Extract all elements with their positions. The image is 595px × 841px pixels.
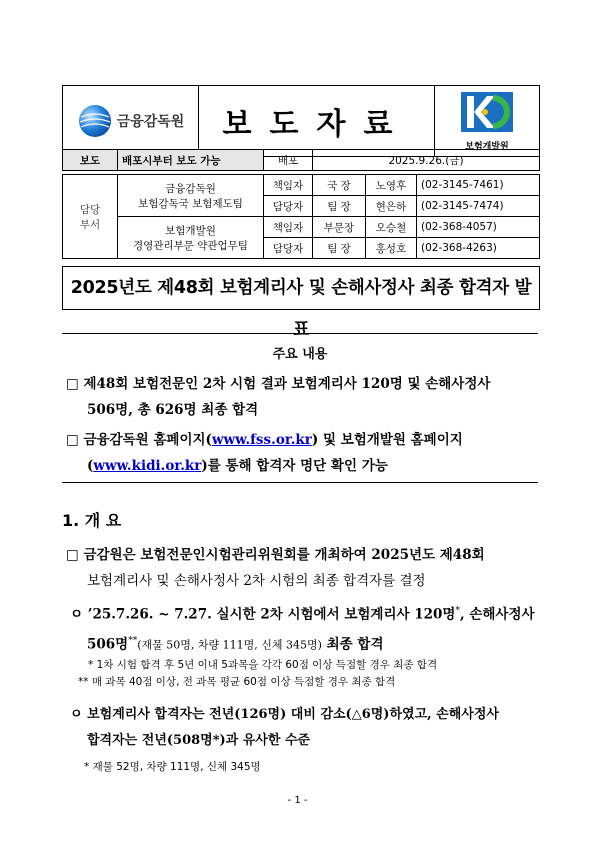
kidi-website-link[interactable]: www.kidi.or.kr [93,458,202,474]
section-1-paragraph-1 [66,542,538,594]
org1-dept: 보험감독국 보험제도팀 [138,197,243,210]
section-1-p2-line2-c: 최종 합격 [321,636,384,652]
section-1-p1-line2: 보험계리사 및 손해사정사 2차 시험의 최종 합격자를 결정 [87,573,426,589]
contact-name: 노영후 [366,175,417,196]
summary-item-2-a: □ 금융감독원 홈페이지( [66,432,212,448]
kidi-logo-text: 보험개발원 [465,142,509,152]
contact-role: 책임자 [264,217,313,238]
section-1-title: 1. 개 요 [62,511,122,530]
contact-phone: (02-368-4057) [417,217,540,238]
section-1-p2-line2-a: 506명 [87,636,129,652]
summary-item-1 [66,371,538,423]
summary-item-2-d: )를 통해 합격자 명단 확인 가능 [201,458,388,474]
document-title: 보도자료 [199,86,435,157]
section-1-p3-line2: 합격자는 전년(508명*)과 유사한 수준 [87,733,311,748]
contact-role: 담당자 [264,196,313,217]
footnote-3: * 재물 52명, 차량 111명, 신체 345명 [84,761,261,773]
summary-item-1-line2: 506명, 총 626명 최종 합격 [87,402,259,418]
distribution-label: 배포 [264,150,313,171]
org2-name: 보험개발원 [165,224,216,237]
fss-website-link[interactable]: www.fss.or.kr [211,432,312,448]
contact-name: 오승철 [366,217,417,238]
footnote-marker: ** [128,635,138,646]
section-1-paragraph-2 [70,598,540,658]
section-1-p1-line1: □ 금감원은 보험전문인시험관리위원회를 개최하여 2025년도 제48회 [66,547,485,563]
distribution-date: 2025.9.26.(금) [313,150,540,171]
summary-heading: 주요 내용 [272,347,328,362]
section-1-p2-line1-a: ㅇ ’25.7.26. ~ 7.27. 실시한 2차 시험에서 보험계리사 120명 [70,606,456,623]
footnote-1: * 1차 시험 합격 후 5년 이내 5과목을 각각 60점 이상 득점할 경우 최종 합격 [88,659,438,671]
contact-phone: (02-3145-7474) [417,196,540,217]
kidi-logo [435,86,540,157]
contact-phone: (02-3145-7461) [417,175,540,196]
contact-title: 국 장 [313,175,366,196]
contact-name: 현은하 [366,196,417,217]
section-1-p2-line1-b: , 손해사정사 [459,606,535,623]
section-1-p3-line1: ㅇ 보험계리사 합격자는 전년(126명) 대비 감소(△6명)하였고, 손해사정사 [70,707,499,722]
org2-cell [118,217,264,259]
contact-phone: (02-368-4263) [417,238,540,259]
kidi-logo-icon [459,90,515,134]
contact-title: 팀 장 [313,196,366,217]
fss-logo [63,86,199,157]
fss-logo-text: 금융감독원 [116,114,185,130]
contact-name: 홍성호 [366,238,417,259]
org1-name: 금융감독원 [165,182,216,195]
footnote-marker: * [455,606,460,616]
page-number: - 1 - [287,795,308,806]
section-1-p2-line2-b: (재물 50명, 차량 111명, 신체 345명) [137,638,322,651]
contact-role: 책임자 [264,175,313,196]
summary-item-2 [66,427,538,479]
summary-bottom-rule [62,482,538,483]
contact-title: 부문장 [313,217,366,238]
fss-globe-icon [77,103,113,139]
org2-dept: 경영관리부문 약관업무팀 [133,239,248,252]
summary-item-1-line1: □ 제48회 보험전문인 2차 시험 결과 보험계리사 120명 및 손해사정사 [66,376,491,392]
contact-info-table [62,149,540,259]
press-release-header [62,85,540,157]
org1-cell [118,175,264,217]
release-value: 배포시부터 보도 가능 [118,150,264,171]
summary-item-2-c: ( [87,458,94,474]
dept-label: 담당 부서 [63,175,118,259]
summary-top-rule [62,333,538,334]
release-label: 보도 [63,150,118,171]
section-1-paragraph-3 [70,702,540,754]
headline: 2025년도 제48회 보험계리사 및 손해사정사 최종 합격자 발표 [62,266,540,310]
footnote-2: ** 매 과목 40점 이상, 전 과목 평균 60점 이상 득점할 경우 최종 합격 [78,676,396,688]
summary-item-2-b: ) 및 보험개발원 홈페이지 [311,432,463,448]
contact-role: 담당자 [264,238,313,259]
contact-title: 팀 장 [313,238,366,259]
